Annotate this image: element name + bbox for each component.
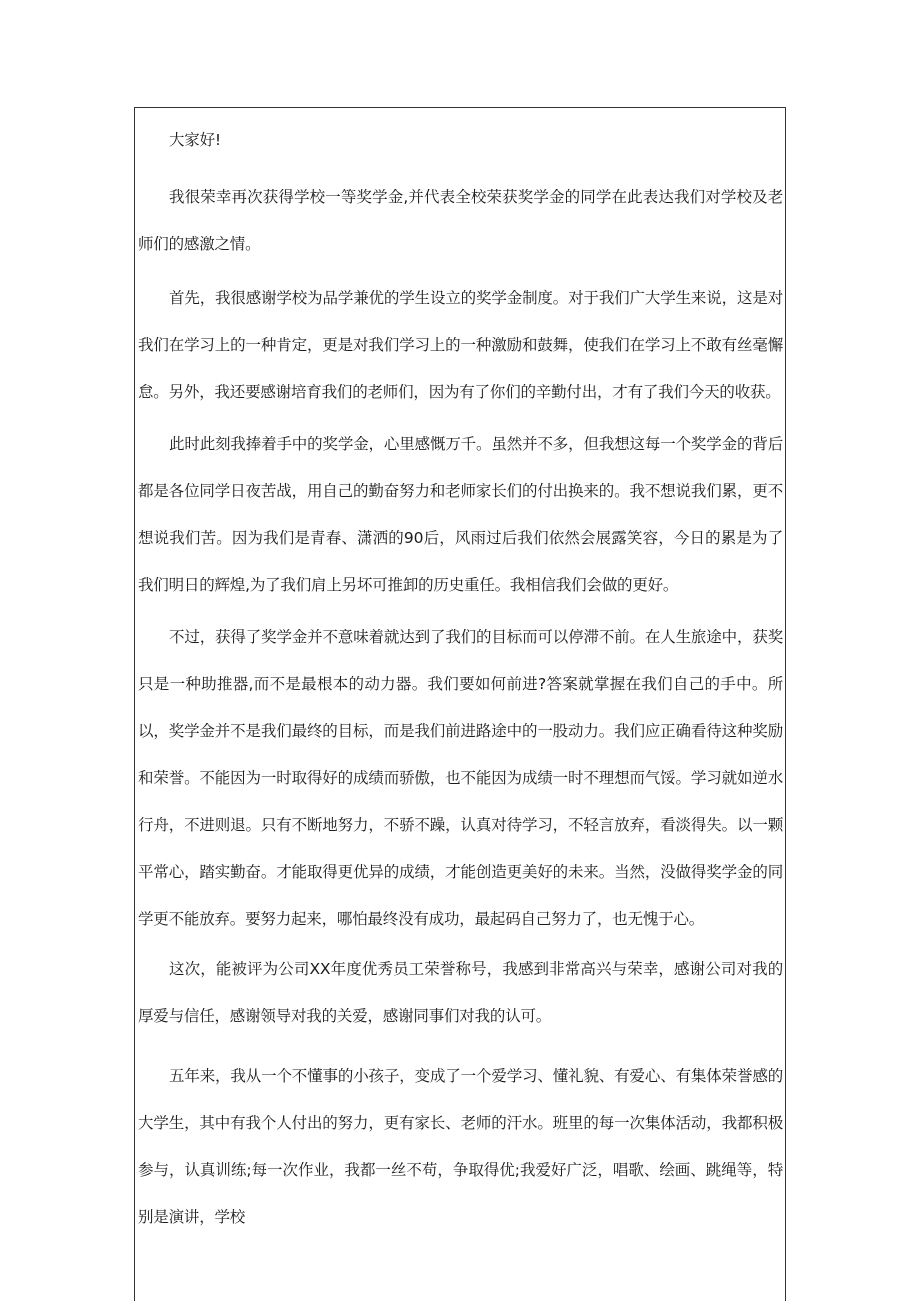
paragraph-6: 五年来，我从一个不懂事的小孩子，变成了一个爱学习、懂礼貌、有爱心、有集体荣誉感的大学生，其中有我个人付出的努力，更有家长、老师的汗水。班里的每一次集体活动，我都积极参与，认真训练;每一次作业，我都一丝不苟，争取得优;我爱好广泛，唱歌、绘画、跳绳等，特别是演讲，学校 — [138, 1067, 783, 1226]
greeting: 大家好! — [169, 131, 221, 149]
document-body — [138, 107, 783, 1241]
paragraph-1: 我很荣幸再次获得学校一等奖学金,并代表全校荣获奖学金的同学在此表达我们对学校及老师们的感激之情。 — [138, 188, 783, 253]
paragraph-2: 首先，我很感谢学校为品学兼优的学生设立的奖学金制度。对于我们广大学生来说，这是对我们在学习上的一种肯定，更是对我们学习上的一种激励和鼓舞，使我们在学习上不敢有丝毫懈怠。另外，我还要感谢培育我们的老师们，因为有了你们的辛勤付出，才有了我们今天的收获。 — [138, 289, 783, 401]
paragraph-3: 此时此刻我捧着手中的奖学金，心里感慨万千。虽然并不多，但我想这每一个奖学金的背后都是各位同学日夜苦战，用自己的勤奋努力和老师家长们的付出换来的。我不想说我们累，更不想说我们苦。因为我们是青春、潇洒的90后，风雨过后我们依然会展露笑容，今日的累是为了我们明日的辉煌,为了我们肩上另坏可推卸的历史重任。我相信我们会做的更好。 — [138, 435, 783, 594]
paragraph-5: 这次，能被评为公司XX年度优秀员工荣誉称号，我感到非常高兴与荣幸，感谢公司对我的厚爱与信任，感谢领导对我的关爱，感谢同事们对我的认可。 — [138, 960, 783, 1025]
paragraph-4: 不过，获得了奖学金并不意味着就达到了我们的目标而可以停滞不前。在人生旅途中，获奖只是一种助推器,而不是最根本的动力器。我们要如何前进?答案就掌握在我们自己的手中。所以，奖学金并不是我们最终的目标，而是我们前进路途中的一股动力。我们应正确看待这种奖励和荣誉。不能因为一时取得好的成绩而骄傲，也不能因为成绩一时不理想而气馁。学习就如逆水行舟，不进则退。只有不断地努力，不骄不躁，认真对待学习，不轻言放弃，看淡得失。以一颗平常心，踏实勤奋。才能取得更优异的成绩，才能创造更美好的未来。当然，没做得奖学金的同学更不能放弃。要努力起来，哪怕最终没有成功，最起码自己努力了，也无愧于心。 — [138, 628, 783, 928]
